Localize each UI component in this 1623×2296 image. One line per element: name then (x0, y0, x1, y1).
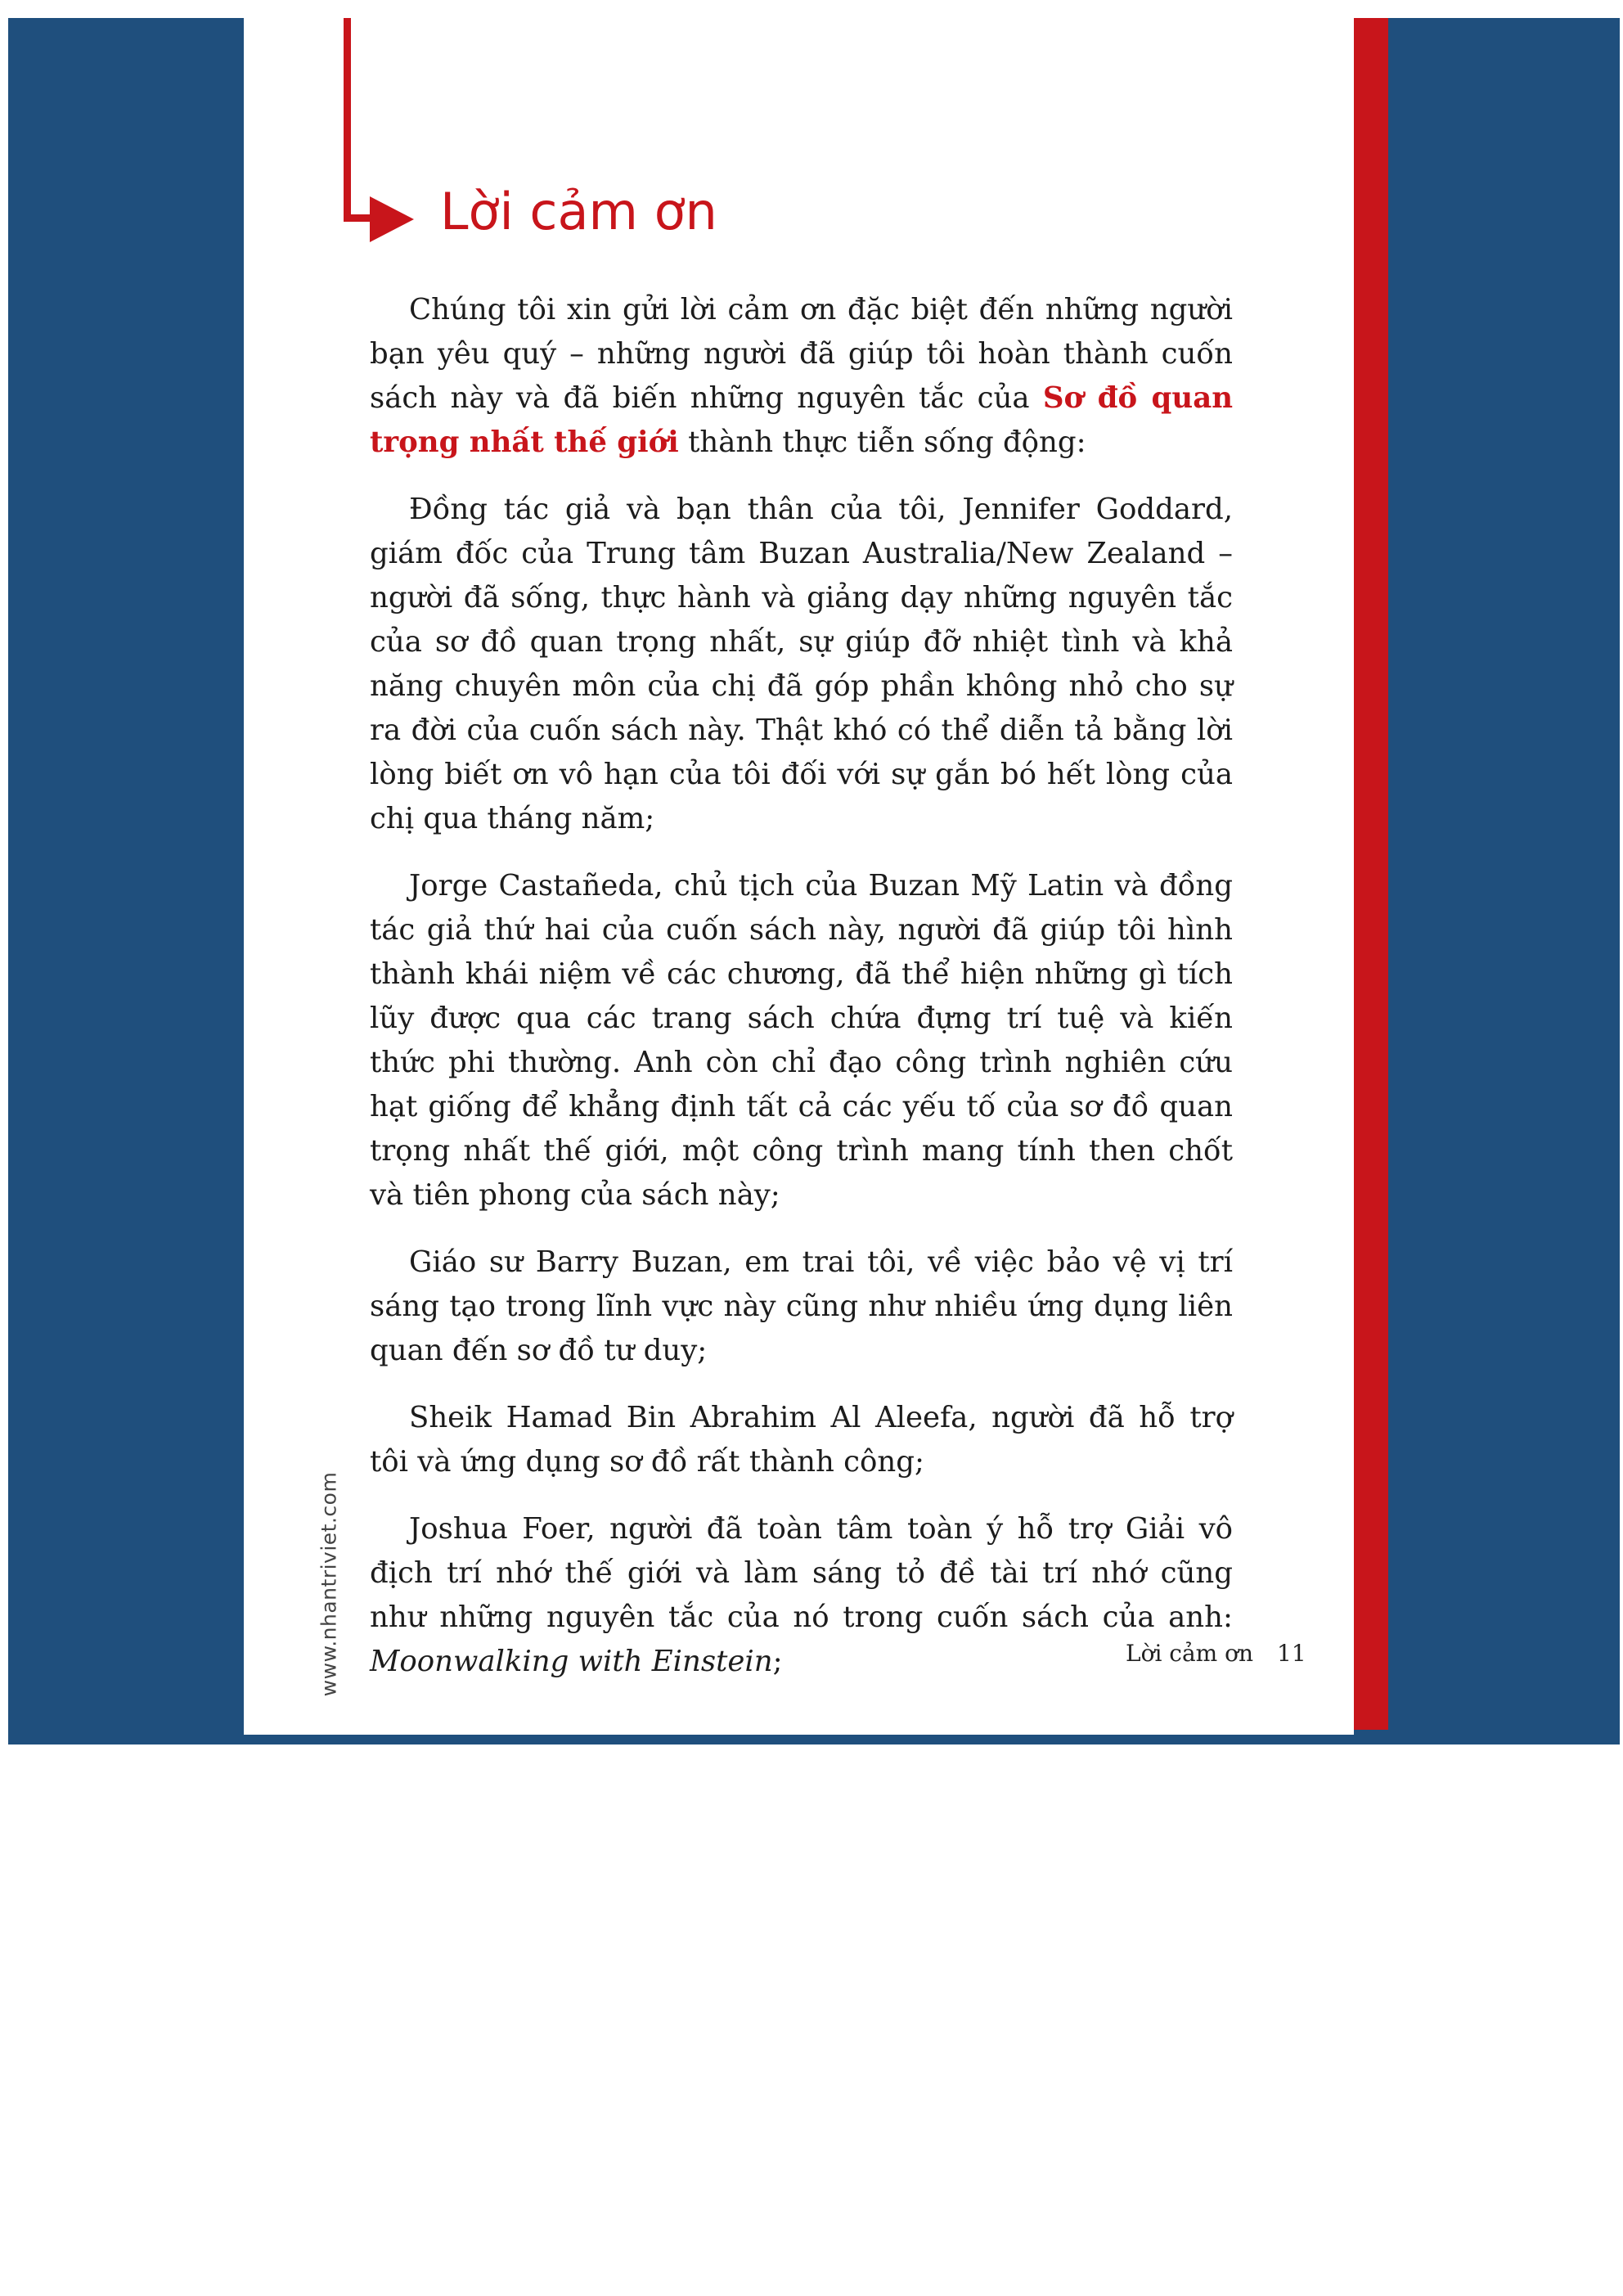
footer-running-title: Lời cảm ơn (1126, 1640, 1254, 1667)
book-title-highlight: Sơ đồ quan trọng nhất thế giới (370, 381, 1234, 459)
paragraph-jennifer-goddard: Đồng tác giả và bạn thân của tôi, Jennifer Goddard, giám đốc của Trung tâm Buzan Australia/New Zealand – người đã sống, thực hành và giảng dạy những nguyên tắc của sơ đồ quan trọng nhất, sự giúp đỡ nhiệt tình và khả năng chuyên môn của chị đã góp phần không nhỏ cho sự ra đời của cuốn sách này. Thật khó có thể diễn tả bằng lời lòng biết ơn vô hạn của tôi đối với sự gắn bó hết lòng của chị qua tháng năm; (370, 493, 1233, 835)
title-arrow-icon (370, 196, 414, 242)
paragraph-barry-buzan: Giáo sư Barry Buzan, em trai tôi, về việc bảo vệ vị trí sáng tạo trong lĩnh vực này cũng như nhiều ứng dụng liên quan đến sơ đồ tư duy; (370, 1245, 1233, 1367)
page-title: Lời cảm ơn (440, 182, 717, 241)
book-title-italic: Moonwalking with Einstein (370, 1645, 773, 1678)
side-url-watermark: www.nhantriviet.com (317, 1471, 341, 1697)
title-marker-foot (344, 214, 373, 222)
paragraph-joshua-foer: Joshua Foer, người đã toàn tâm toàn ý hỗ trợ Giải vô địch trí nhớ thế giới và làm sáng tỏ đề tài trí nhớ cũng như những nguyên tắc của nó trong cuốn sách của anh: Moonwalking with Einstein; (370, 1512, 1233, 1678)
body-text (370, 288, 1233, 1707)
paragraph-intro: Chúng tôi xin gửi lời cảm ơn đặc biệt đến những người bạn yêu quý – những người đã giúp tôi hoàn thành cuốn sách này và đã biến những nguyên tắc của Sơ đồ quan trọng nhất thế giới thành thực tiễn sống động: (370, 293, 1234, 459)
title-marker-bar (344, 18, 351, 221)
paragraph-jorge-castaneda: Jorge Castañeda, chủ tịch của Buzan Mỹ Latin và đồng tác giả thứ hai của cuốn sách này, người đã giúp tôi hình thành khái niệm về các chương, đã thể hiện những gì tích lũy được qua các trang sách chứa đựng trí tuệ và kiến thức phi thường. Anh còn chỉ đạo công trình nghiên cứu hạt giống để khẳng định tất cả các yếu tố của sơ đồ quan trọng nhất thế giới, một công trình mang tính then chốt và tiên phong của sách này; (370, 869, 1233, 1212)
paragraph-sheik-hamad: Sheik Hamad Bin Abrahim Al Aleefa, người đã hỗ trợ tôi và ứng dụng sơ đồ rất thành công; (370, 1401, 1233, 1479)
page-edge-red-band (1354, 18, 1388, 1730)
page-number: 11 (1277, 1640, 1306, 1667)
